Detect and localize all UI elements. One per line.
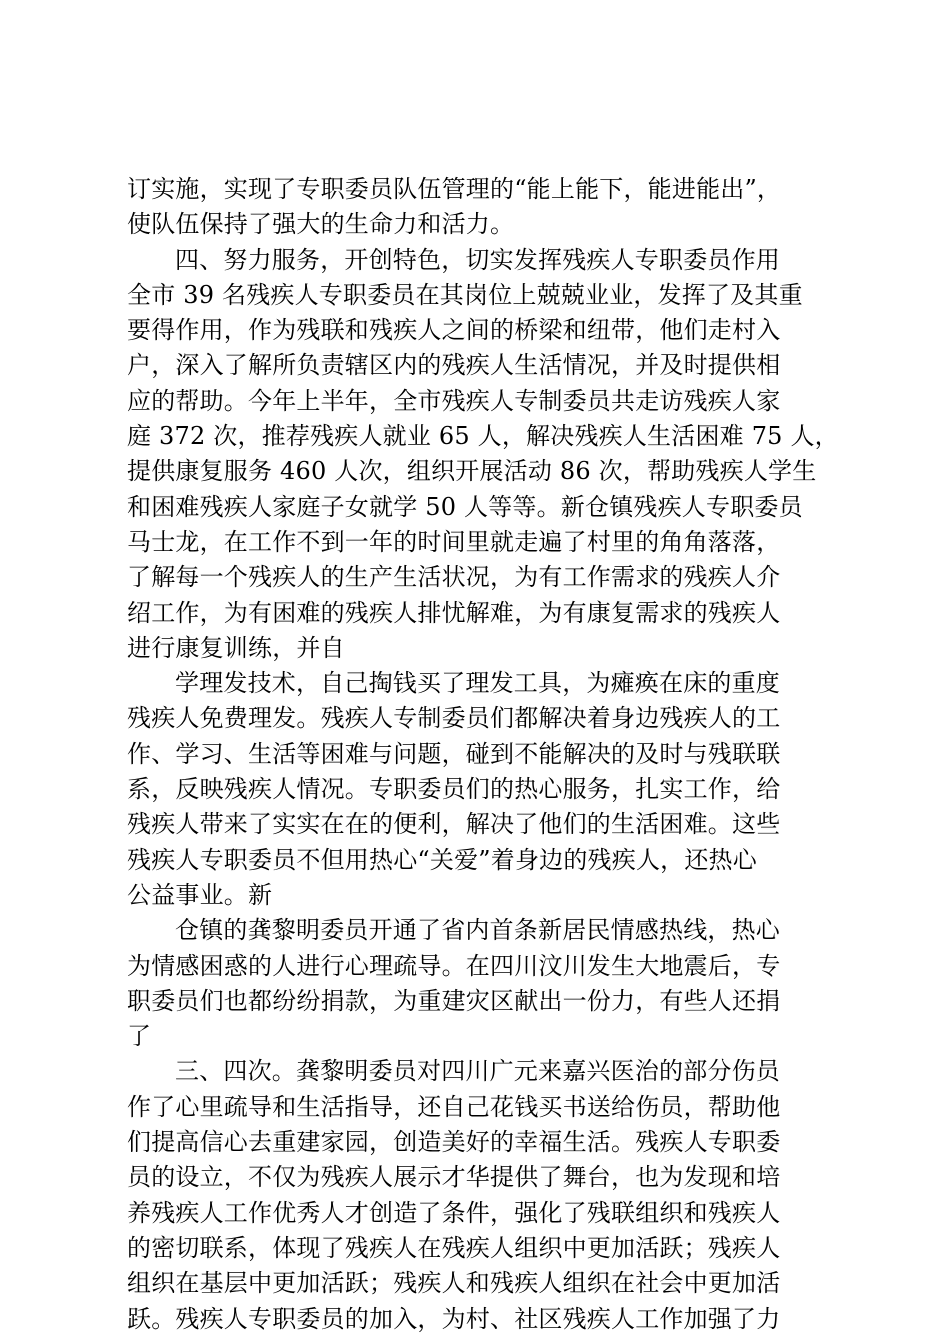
paragraph-3 bbox=[127, 278, 839, 666]
text-line: 残疾人免费理发。残疾人专制委员们都解决着身边残疾人的工 bbox=[127, 704, 781, 733]
document-body bbox=[127, 172, 839, 1337]
text-line: 订实施，实现了专职委员队伍管理的“能上能下，能进能出”， bbox=[127, 175, 782, 203]
text-line: 提供康复服务 460 人次，组织开展活动 86 次，帮助残疾人学生 bbox=[127, 457, 817, 486]
text-line: 为情感困惑的人进行心理疏导。在四川汶川发生大地震后，专 bbox=[127, 951, 781, 980]
text-line: 使队伍保持了强大的生命力和活力。 bbox=[127, 210, 515, 239]
text-line: 员的设立，不仅为残疾人展示才华提供了舞台，也为发现和培 bbox=[127, 1163, 781, 1192]
text-line: 残疾人带来了实实在在的便利，解决了他们的生活困难。这些 bbox=[127, 810, 781, 839]
text-line: 马士龙，在工作不到一年的时间里就走遍了村里的角角落落， bbox=[127, 527, 781, 556]
text-line: 进行康复训练，并自 bbox=[127, 633, 345, 662]
text-line: 残疾人专职委员不但用热心“关爱”着身边的残疾人，还热心 bbox=[127, 845, 757, 874]
text-line: 全市 39 名残疾人专职委员在其岗位上兢兢业业，发挥了及其重 bbox=[127, 280, 803, 309]
text-line: 应的帮助。今年上半年，全市残疾人专制委员共走访残疾人家 bbox=[127, 386, 781, 415]
text-line: 养残疾人工作优秀人才创造了条件，强化了残联组织和残疾人 bbox=[127, 1198, 781, 1227]
text-line: 作、学习、生活等困难与问题，碰到不能解决的及时与残联联 bbox=[127, 739, 781, 768]
text-line: 们提高信心去重建家园，创造美好的幸福生活。残疾人专职委 bbox=[127, 1128, 781, 1157]
paragraph-4 bbox=[127, 666, 831, 913]
text-line: 要得作用，作为残联和残疾人之间的桥梁和纽带，他们走村入 bbox=[127, 316, 781, 345]
text-line: 和困难残疾人家庭子女就学 50 人等等。新仓镇残疾人专职委员 bbox=[127, 492, 803, 521]
paragraph-1 bbox=[127, 172, 831, 243]
text-line: 仓镇的龚黎明委员开通了省内首条新居民情感热线，热心 bbox=[175, 916, 780, 945]
text-line: 户，深入了解所负责辖区内的残疾人生活情况，并及时提供相 bbox=[127, 351, 781, 380]
paragraph-6 bbox=[127, 1054, 831, 1336]
text-line: 组织在基层中更加活跃；残疾人和残疾人组织在社会中更加活 bbox=[127, 1269, 781, 1298]
text-line: 学理发技术，自己掏钱买了理发工具，为瘫痪在床的重度 bbox=[175, 669, 780, 698]
text-line: 绍工作，为有困难的残疾人排忧解难，为有康复需求的残疾人 bbox=[127, 598, 781, 627]
paragraph-2-heading bbox=[127, 243, 831, 278]
text-line: 了解每一个残疾人的生产生活状况，为有工作需求的残疾人介 bbox=[127, 563, 781, 592]
text-line: 跃。残疾人专职委员的加入，为村、社区残疾人工作加强了力 bbox=[127, 1304, 781, 1333]
paragraph-5 bbox=[127, 913, 831, 1054]
text-line: 职委员们也都纷纷捐款，为重建灾区献出一份力，有些人还捐 bbox=[127, 986, 781, 1015]
text-line: 了 bbox=[127, 1022, 152, 1051]
section-heading: 四、努力服务，开创特色，切实发挥残疾人专职委员作用 bbox=[175, 245, 780, 274]
text-line: 作了心里疏导和生活指导，还自己花钱买书送给伤员，帮助他 bbox=[127, 1092, 781, 1121]
text-line: 的密切联系，体现了残疾人在残疾人组织中更加活跃；残疾人 bbox=[127, 1233, 781, 1262]
text-line: 庭 372 次，推荐残疾人就业 65 人，解决残疾人生活困难 75 人， bbox=[127, 422, 839, 451]
text-line: 公益事业。新 bbox=[127, 880, 273, 909]
text-line: 系，反映残疾人情况。专职委员们的热心服务，扎实工作，给 bbox=[127, 775, 781, 804]
text-line: 三、四次。龚黎明委员对四川广元来嘉兴医治的部分伤员 bbox=[175, 1057, 780, 1086]
